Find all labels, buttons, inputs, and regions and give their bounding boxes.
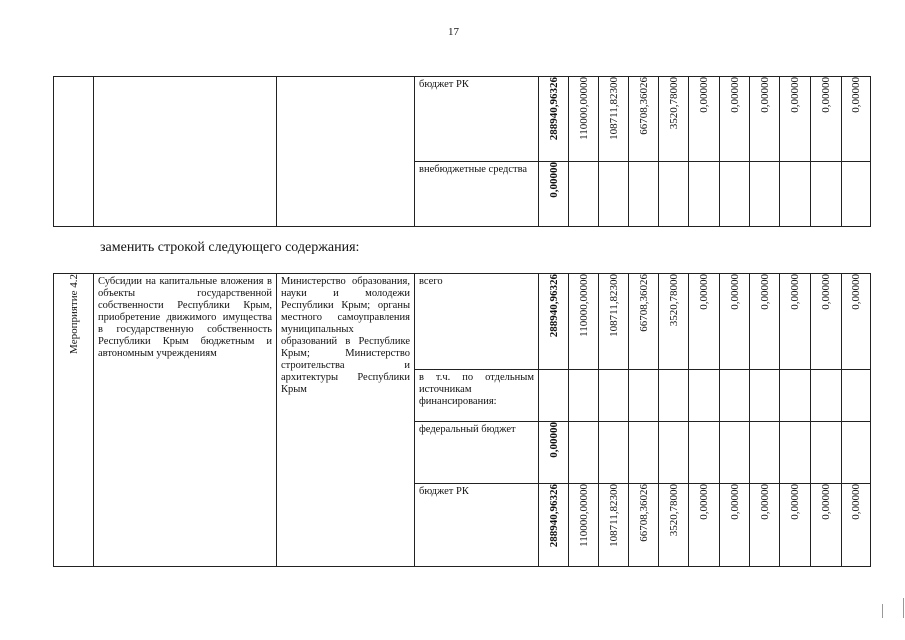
source-label: бюджет РК [419, 486, 469, 497]
empty-cell [277, 77, 415, 227]
value-cell [811, 422, 842, 484]
value-cell [629, 422, 659, 484]
value: 0,00000 [820, 484, 832, 520]
empty-cell [94, 77, 277, 227]
total-value: 288940,96326 [547, 274, 560, 338]
source-label: бюджет РК [419, 79, 469, 90]
value-cell [780, 484, 811, 567]
value-cell [842, 422, 871, 484]
total-cell [539, 370, 569, 422]
table-top [53, 76, 871, 227]
value-cell [689, 77, 720, 162]
value-cell [811, 484, 842, 567]
value: 66708,36026 [637, 77, 650, 135]
value-cell [629, 162, 659, 227]
table-row [54, 274, 871, 370]
value-cell [842, 162, 871, 227]
page-number: 17 [448, 26, 459, 38]
value-cell [750, 422, 780, 484]
value: 66708,36026 [637, 484, 650, 542]
value: 110000,00000 [577, 274, 590, 337]
value: 108711,82300 [607, 274, 620, 337]
value-cell [659, 162, 689, 227]
value: 0,00000 [698, 77, 710, 113]
source-cell [415, 370, 539, 422]
value-cell [689, 274, 720, 370]
value-cell [629, 370, 659, 422]
executor-cell [277, 274, 415, 567]
value-cell [689, 162, 720, 227]
value-cell [842, 484, 871, 567]
total-cell [539, 77, 569, 162]
name-cell [94, 274, 277, 567]
value: 0,00000 [820, 77, 832, 113]
value-cell [659, 77, 689, 162]
value-cell [750, 162, 780, 227]
value-cell [599, 422, 629, 484]
value: 0,00000 [728, 274, 741, 310]
value-cell [720, 422, 750, 484]
table-row [54, 77, 871, 162]
total-cell [539, 274, 569, 370]
value: 0,00000 [820, 274, 832, 310]
value: 3520,78000 [667, 274, 680, 327]
value: 0,00000 [698, 274, 710, 310]
value-cell [720, 274, 750, 370]
value-cell [811, 77, 842, 162]
value-cell [629, 77, 659, 162]
value: 0,00000 [758, 484, 771, 520]
value: 0,00000 [758, 274, 771, 310]
value: 0,00000 [850, 484, 862, 520]
value-cell [720, 484, 750, 567]
value-cell [780, 162, 811, 227]
value-cell [599, 162, 629, 227]
table-bottom [53, 273, 871, 567]
total-value: 0,00000 [547, 162, 560, 198]
value-cell [842, 274, 871, 370]
value: 0,00000 [728, 484, 741, 520]
value-cell [569, 162, 599, 227]
value-cell [780, 274, 811, 370]
source-label: федеральный бюджет [419, 424, 516, 435]
value-cell [659, 274, 689, 370]
empty-cell [54, 77, 94, 227]
source-cell [415, 484, 539, 567]
total-value: 288940,96326 [547, 77, 560, 141]
value-cell [659, 370, 689, 422]
value: 3520,78000 [667, 77, 680, 130]
value-cell [689, 484, 720, 567]
value-cell [569, 484, 599, 567]
value: 0,00000 [758, 77, 771, 113]
measure-cell [54, 274, 94, 567]
value-cell [599, 370, 629, 422]
value: 0,00000 [698, 484, 710, 520]
total-value: 0,00000 [547, 422, 560, 458]
value-cell [599, 274, 629, 370]
value-cell [811, 274, 842, 370]
total-cell [539, 484, 569, 567]
value-cell [569, 77, 599, 162]
value: 110000,00000 [577, 484, 590, 547]
replace-note: заменить строкой следующего содержания: [100, 240, 360, 255]
source-cell [415, 162, 539, 227]
scan-mark [882, 604, 883, 618]
value-cell [569, 274, 599, 370]
value: 0,00000 [728, 77, 741, 113]
value: 0,00000 [789, 274, 801, 310]
value-cell [750, 274, 780, 370]
value-cell [629, 274, 659, 370]
source-label: в т.ч. по отдельным источникам финансирования: [419, 372, 534, 407]
value-cell [842, 370, 871, 422]
value-cell [659, 422, 689, 484]
value-cell [569, 370, 599, 422]
source-cell [415, 422, 539, 484]
measure-name: Субсидии на капитальные вложения в объекты государственной собственности Республики Крым, приобретение движимого имущества в государственную собственность Республики Крым бюджетным и автономным учреждениям [98, 276, 272, 359]
value: 108711,82300 [607, 77, 620, 140]
source-cell [415, 77, 539, 162]
value-cell [720, 370, 750, 422]
value-cell [599, 77, 629, 162]
value-cell [750, 370, 780, 422]
source-cell [415, 274, 539, 370]
value-cell [750, 484, 780, 567]
value-cell [811, 162, 842, 227]
value: 0,00000 [789, 484, 801, 520]
value: 0,00000 [850, 274, 862, 310]
value: 66708,36026 [637, 274, 650, 332]
total-cell [539, 162, 569, 227]
value: 3520,78000 [667, 484, 680, 537]
value-cell [599, 484, 629, 567]
scan-mark [903, 598, 904, 618]
value-cell [780, 370, 811, 422]
value: 110000,00000 [577, 77, 590, 140]
executor-text: Министерство образования, науки и молодежи Республики Крым; органы местного самоуправления муниципальных образований в Республике Крым; Министерство строительства и архитектуры Республики Крым [281, 276, 410, 395]
value-cell [689, 422, 720, 484]
value-cell [750, 77, 780, 162]
value-cell [689, 370, 720, 422]
value-cell [629, 484, 659, 567]
value-cell [811, 370, 842, 422]
value-cell [780, 422, 811, 484]
measure-label: Мероприятие 4.2 [67, 274, 80, 354]
value: 0,00000 [850, 77, 862, 113]
value-cell [659, 484, 689, 567]
value: 108711,82300 [607, 484, 620, 547]
value-cell [842, 77, 871, 162]
total-cell [539, 422, 569, 484]
total-value: 288940,96326 [547, 484, 560, 548]
source-label: внебюджетные средства [419, 164, 528, 175]
value-cell [720, 77, 750, 162]
value-cell [569, 422, 599, 484]
source-label: всего [419, 276, 443, 287]
value-cell [780, 77, 811, 162]
value: 0,00000 [789, 77, 801, 113]
value-cell [720, 162, 750, 227]
